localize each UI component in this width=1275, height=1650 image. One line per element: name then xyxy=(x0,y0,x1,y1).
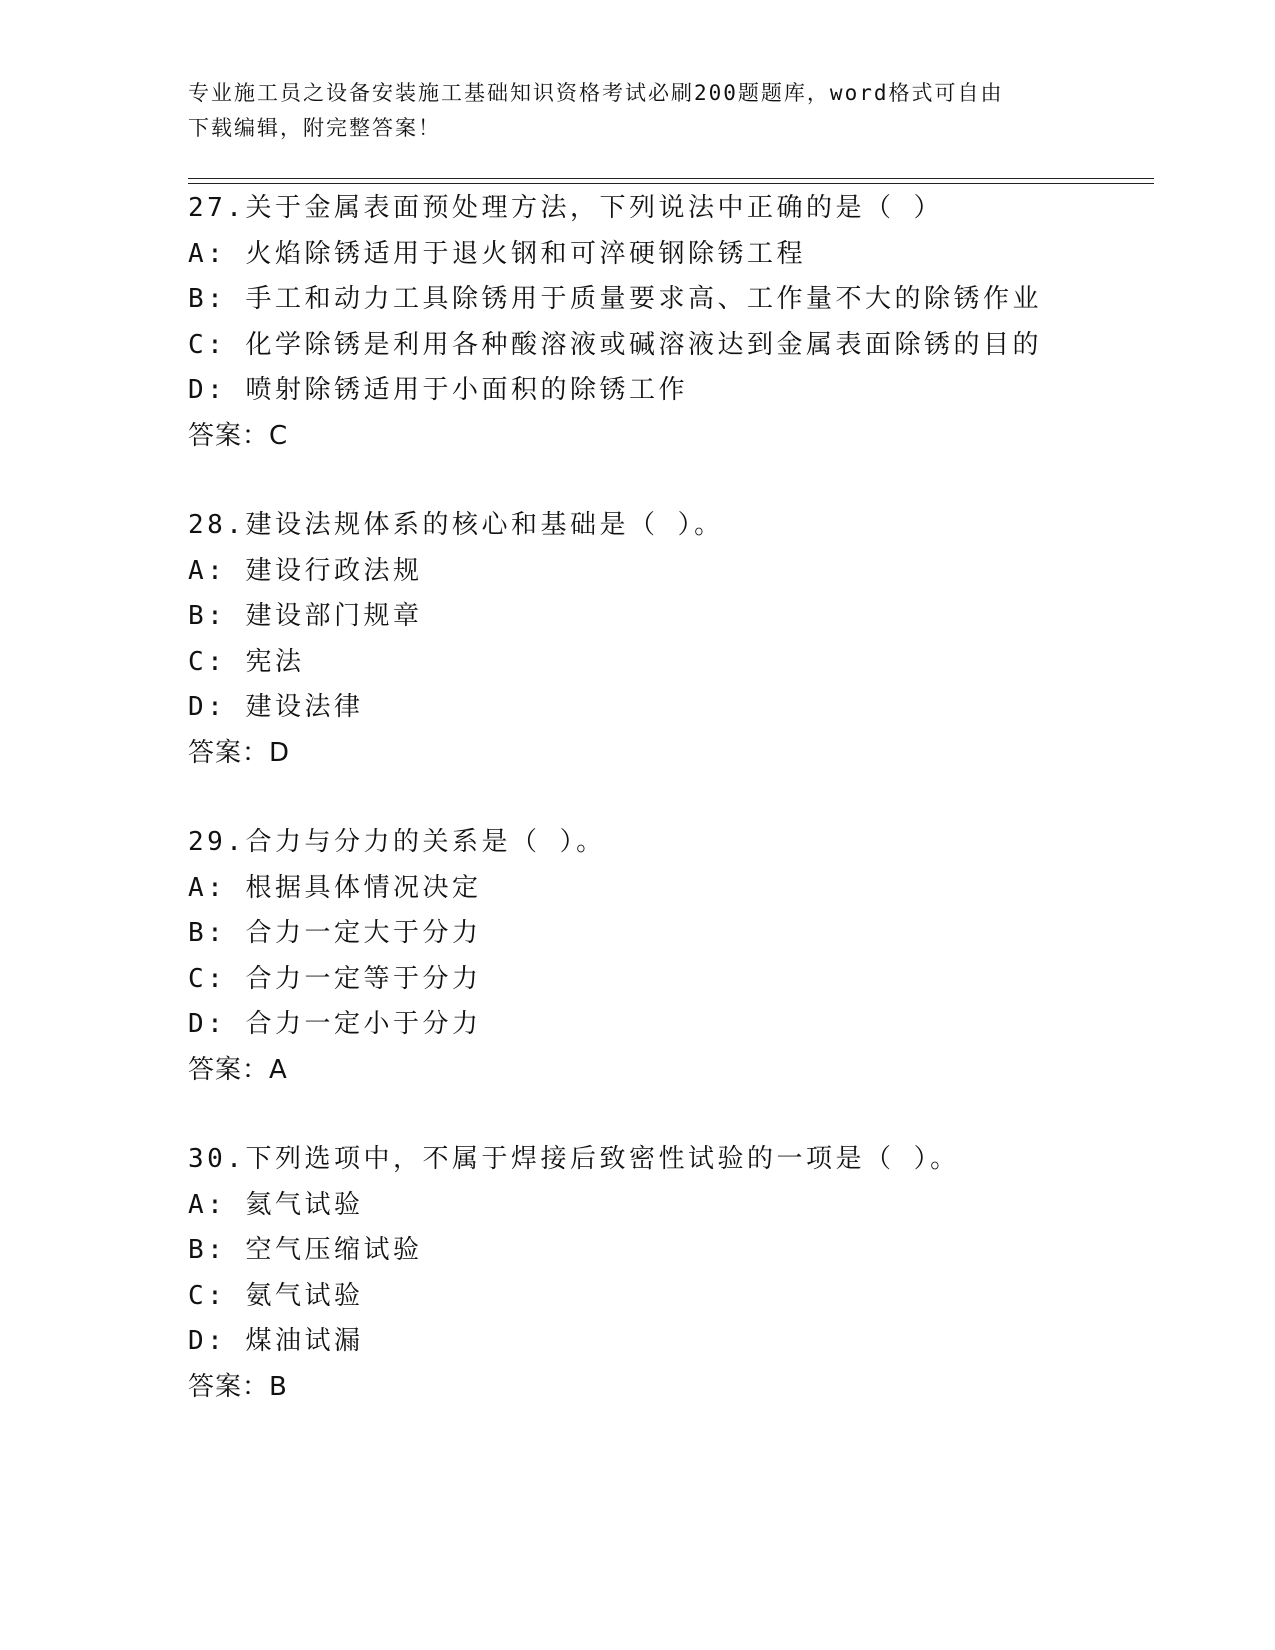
answer-line: 答案：A xyxy=(188,1054,288,1085)
answer-line: 答案：D xyxy=(188,737,291,768)
option-c: C: 合力一定等于分力 xyxy=(188,963,482,994)
option-c: C: 氨气试验 xyxy=(188,1280,364,1311)
answer-line: 答案：B xyxy=(188,1371,288,1402)
option-d: D: 煤油试漏 xyxy=(188,1326,364,1357)
question-27 xyxy=(188,186,1168,460)
option-c: C: 宪法 xyxy=(188,646,305,677)
question-30 xyxy=(188,1137,1168,1411)
question-stem: 29.合力与分力的关系是（ ）。 xyxy=(188,827,606,857)
header-divider-top xyxy=(188,178,1154,179)
question-stem: 27.关于金属表面预处理方法，下列说法中正确的是（ ） xyxy=(188,193,944,223)
option-b: B: 手工和动力工具除锈用于质量要求高、工作量不大的除锈作业 xyxy=(188,284,1042,315)
question-stem: 28.建设法规体系的核心和基础是（ ）。 xyxy=(188,510,724,540)
option-d: D: 喷射除锈适用于小面积的除锈工作 xyxy=(188,375,688,406)
question-28 xyxy=(188,503,1168,777)
question-29 xyxy=(188,820,1168,1094)
option-a: A: 建设行政法规 xyxy=(188,555,423,586)
question-stem: 30.下列选项中，不属于焊接后致密性试验的一项是（ ）。 xyxy=(188,1144,960,1174)
option-a: A: 氦气试验 xyxy=(188,1189,364,1220)
option-c: C: 化学除锈是利用各种酸溶液或碱溶液达到金属表面除锈的目的 xyxy=(188,329,1042,360)
answer-line: 答案：C xyxy=(188,420,289,451)
option-b: B: 空气压缩试验 xyxy=(188,1235,423,1266)
option-b: B: 建设部门规章 xyxy=(188,601,423,632)
option-d: D: 建设法律 xyxy=(188,692,364,723)
option-a: A: 火焰除锈适用于退火钢和可淬硬钢除锈工程 xyxy=(188,238,806,269)
document-header xyxy=(188,76,1088,146)
header-line-1: 专业施工员之设备安装施工基础知识资格考试必刷200题题库，word格式可自由 xyxy=(188,81,1004,105)
header-divider-bottom xyxy=(188,183,1154,184)
option-d: D: 合力一定小于分力 xyxy=(188,1009,482,1040)
option-a: A: 根据具体情况决定 xyxy=(188,872,482,903)
header-line-2: 下载编辑，附完整答案！ xyxy=(188,116,441,140)
option-b: B: 合力一定大于分力 xyxy=(188,918,482,949)
